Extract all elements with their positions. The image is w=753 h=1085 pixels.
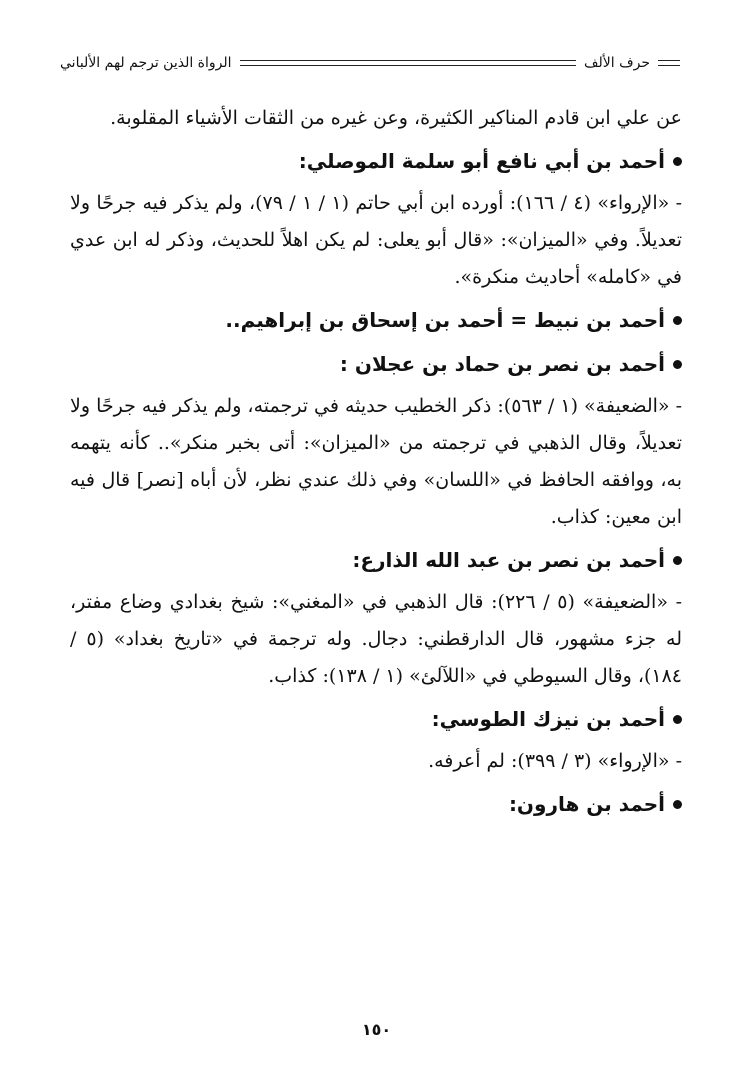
entry-paragraph: - «الضعيفة» (١ / ٥٦٣): ذكر الخطيب حديثه في ترجمته، ولم يذكر فيه جرحًا ولا تعديلاً، وقال الذهبي في ترجمته من «الميزان»: أتى بخبر منكر».. كأنه يتهمه به، ووافقه الحافظ في «اللسان» وفي ذلك عندي نظر، لأن أباه [نصر] قال فيه ابن معين: كذاب. <box>70 395 683 528</box>
header-rule-short <box>658 60 680 66</box>
bullet-icon <box>673 556 682 565</box>
entry-heading <box>70 352 682 376</box>
bullet-icon <box>673 800 682 809</box>
entry-heading-text: أحمد بن نبيط = أحمد بن إسحاق بن إبراهيم.. <box>225 308 665 332</box>
entry-paragraph: - «الإرواء» (٤ / ١٦٦): أورده ابن أبي حاتم (١ / ١ / ٧٩)، ولم يذكر فيه جرحًا ولا تعديلاً. وفي «الميزان»: «قال أبو يعلى: لم يكن اهلاً للحديث، وذكر له ابن عدي في «كامله» أحاديث منكرة». <box>70 192 683 288</box>
bullet-icon <box>673 715 682 724</box>
entry-heading-text: أحمد بن نيزك الطوسي: <box>431 707 665 731</box>
header-rule <box>240 60 576 66</box>
entry-heading <box>70 308 682 332</box>
entry-heading <box>70 149 682 173</box>
page-body <box>70 100 682 816</box>
book-title: الرواة الذين ترجم لهم الألباني <box>60 55 232 71</box>
entry-heading <box>70 792 682 816</box>
section-title: حرف الألف <box>584 55 650 71</box>
entry-paragraph: - «الإرواء» (٣ / ٣٩٩): لم أعرفه. <box>428 750 682 772</box>
bullet-icon <box>673 360 682 369</box>
entry-heading-text: أحمد بن نصر بن حماد بن عجلان : <box>339 352 665 376</box>
entry-heading-text: أحمد بن أبي نافع أبو سلمة الموصلي: <box>298 149 665 173</box>
paragraph-continuation: عن علي ابن قادم المناكير الكثيرة، وعن غيره من الثقات الأشياء المقلوبة. <box>110 107 682 129</box>
entry-paragraph: - «الضعيفة» (٥ / ٢٢٦): قال الذهبي في «المغني»: شيخ بغدادي وضاع مفتر، له جزء مشهور، قال الدارقطني: دجال. وله ترجمة في «تاريخ بغداد» (٥ / ١٨٤)، وقال السيوطي في «اللآلئ» (١ / ١٣٨): كذاب. <box>70 591 682 687</box>
entry-heading-text: أحمد بن نصر بن عبد الله الذارع: <box>352 548 665 572</box>
entry-heading-text: أحمد بن هارون: <box>508 792 665 816</box>
entry-heading <box>70 548 682 572</box>
entry-heading <box>70 707 682 731</box>
running-header <box>60 48 688 78</box>
bullet-icon <box>673 157 682 166</box>
page-number: ١٥٠ <box>361 1020 392 1039</box>
bullet-icon <box>673 316 682 325</box>
